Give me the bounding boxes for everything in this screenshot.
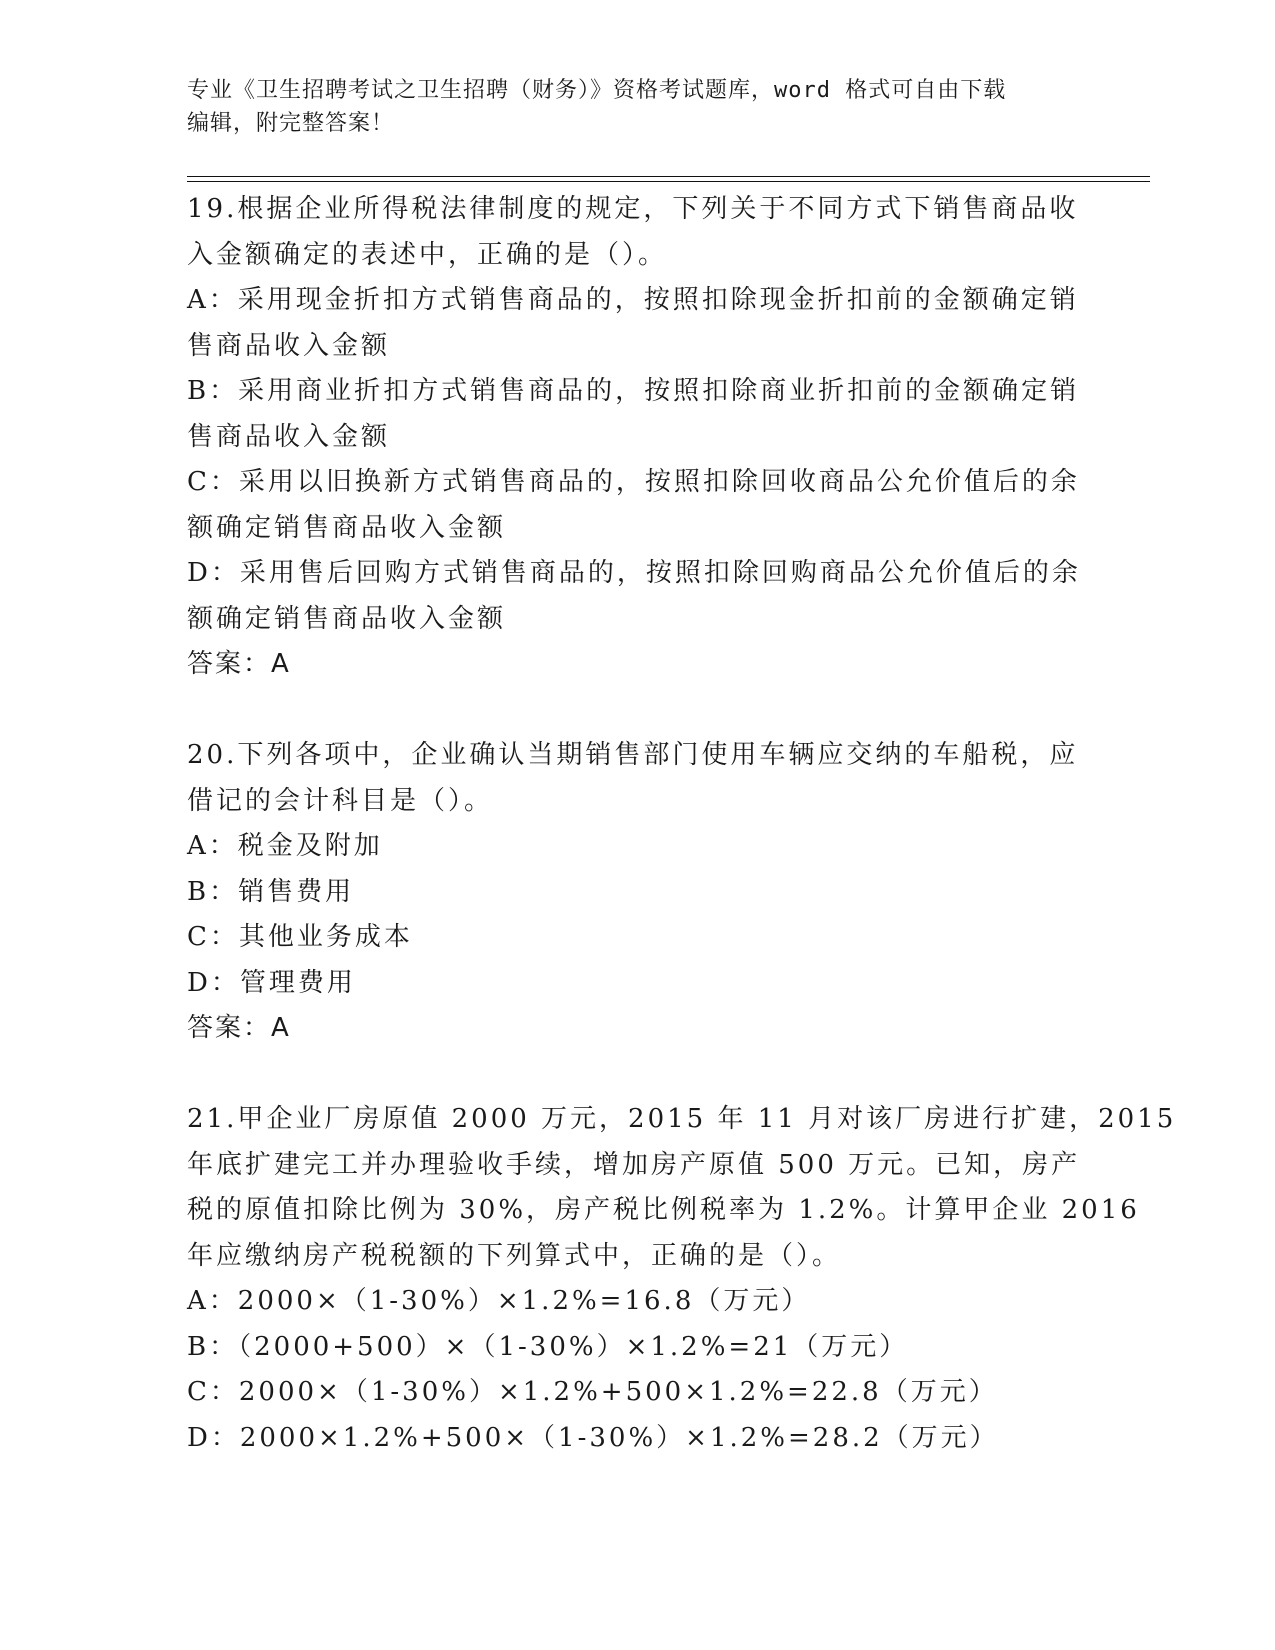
question-20-stem-line-2: 借记的会计科目是（）。	[187, 785, 494, 816]
question-21-option-c: C：2000×（1-30%）×1.2%+500×1.2%=22.8（万元）	[187, 1377, 998, 1407]
question-19-option-b-line-2: 售商品收入金额	[187, 421, 391, 452]
question-19-answer: 答案：A	[187, 649, 291, 679]
question-20-option-a: A：税金及附加	[187, 831, 383, 861]
question-21-option-a: A：2000×（1-30%）×1.2%=16.8（万元）	[187, 1286, 811, 1316]
question-21-stem-line-3: 税的原值扣除比例为 30%，房产税比例税率为 1.2%。计算甲企业 2016	[187, 1195, 1140, 1225]
question-21-option-d: D：2000×1.2%+500×（1-30%）×1.2%=28.2（万元）	[187, 1422, 999, 1453]
question-19-option-c-line-1: C：采用以旧换新方式销售商品的，按照扣除回收商品公允价值后的余	[187, 467, 1080, 497]
header-divider-top	[187, 176, 1150, 177]
question-20-option-d: D：管理费用	[187, 967, 356, 998]
header-line-2: 编辑，附完整答案！	[187, 111, 395, 136]
question-20-option-b: B：销售费用	[187, 876, 355, 907]
question-19	[187, 187, 1087, 688]
question-19-stem-line-1: 19.根据企业所得税法律制度的规定，下列关于不同方式下销售商品收	[187, 194, 1079, 224]
header-line-1: 专业《卫生招聘考试之卫生招聘（财务）》资格考试题库，word 格式可自由下载	[187, 78, 1007, 103]
question-20-option-c: C：其他业务成本	[187, 922, 413, 952]
question-21-option-b: B：（2000+500）×（1-30%）×1.2%=21（万元）	[187, 1331, 909, 1362]
question-19-stem-line-2: 入金额确定的表述中，正确的是（）。	[187, 239, 668, 270]
question-21-stem-line-4: 年应缴纳房产税税额的下列算式中，正确的是（）。	[187, 1240, 842, 1271]
question-20-answer: 答案：A	[187, 1013, 291, 1043]
question-21-stem-line-2: 年底扩建完工并办理验收手续，增加房产原值 500 万元。已知，房产	[187, 1149, 1081, 1180]
question-20-stem-line-1: 20.下列各项中，企业确认当期销售部门使用车辆应交纳的车船税，应	[187, 740, 1079, 770]
question-20	[187, 733, 1087, 1052]
question-21	[187, 1097, 1177, 1461]
document-header	[187, 74, 1087, 140]
question-19-option-d-line-1: D：采用售后回购方式销售商品的，按照扣除回购商品公允价值后的余	[187, 558, 1081, 588]
question-19-option-d-line-2: 额确定销售商品收入金额	[187, 603, 507, 634]
question-19-option-c-line-2: 额确定销售商品收入金额	[187, 512, 507, 543]
question-21-stem-line-1: 21.甲企业厂房原值 2000 万元，2015 年 11 月对该厂房进行扩建，2015	[187, 1104, 1177, 1134]
header-divider-bottom	[187, 181, 1150, 182]
question-19-option-b-line-1: B：采用商业折扣方式销售商品的，按照扣除商业折扣前的金额确定销	[187, 376, 1080, 406]
question-19-option-a-line-2: 售商品收入金额	[187, 330, 391, 361]
question-19-option-a-line-1: A：采用现金折扣方式销售商品的，按照扣除现金折扣前的金额确定销	[187, 285, 1079, 315]
